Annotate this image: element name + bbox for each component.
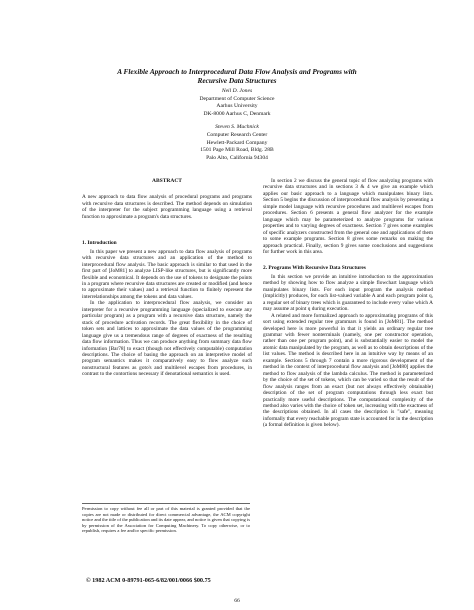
- permission-rule: [82, 503, 250, 504]
- title-line-2: Recursive Data Structures: [197, 75, 277, 85]
- author-2-city: Palo Alto, California 94304: [206, 154, 268, 161]
- author-2-address: 1501 Page Mill Road, Bldg. 28B: [200, 147, 274, 154]
- author-1-dept: Department of Computer Science: [199, 95, 275, 102]
- copyright-line: © 1982 ACM 0-89791-065-6/82/001/0066 $00.75: [86, 577, 211, 584]
- intro-paragraph-1: In this paper we present a new approach to data flow analysis of programs with recursive data structures and an application of the method to interprocedural flow analysis. The basic approach is similar to that used in the first part of [JoM81] to analyze LISP-like structures, but is significantly more flexible and economical. It depends on the use of tokens to designate the points in a program where recursive data structures are created or modified (and hence to approximate their values) and a retrieval function to finitely represent the interrelationships among the tokens and data values.: [82, 248, 252, 300]
- paper-title: [60, 68, 414, 85]
- section-2-paragraph-1: In this section we provide an intuitive introduction to the approximation method by showing how to flow analyze a simple flowchart language which manipulates binary lists. For each input program the analysis method (implicitly) produces, for each list-valued variable A and each program point q, a regular set of binary trees which is guaranteed to include every value which A may assume at point q during execution.: [263, 273, 433, 313]
- author-2-dept: Computer Research Center: [206, 131, 268, 138]
- intro-heading: 1. Introduction: [82, 240, 117, 247]
- author-block: [130, 88, 344, 162]
- right-column: [263, 178, 433, 429]
- author-1-name: Neil D. Jones: [221, 88, 253, 94]
- author-1-org: Aarhus University: [216, 103, 258, 110]
- left-column: [82, 178, 252, 378]
- title-line-1: A Flexible Approach to Interprocedural Data Flow Analysis and Programs with: [117, 67, 357, 76]
- abstract-heading: ABSTRACT: [152, 178, 182, 184]
- section-2-paragraph-2: A related and more formalized approach to approximating programs of this sort using extended regular tree grammars is found in [JoM81]. The method developed here is more powerful in that it yields an ordinary regular tree grammar with fewer nonterminals (namely, one per constructor operation, rather than one per program point), and is substantially easier to model the atomic data manipulated by the program, as well as to obtain descriptions of the list values. The method is described here in an intuitive way by means of an example. Sections 5 through 7 contain a more rigorous development of the method in the context of interprocedural flow analysis and [JoM80] applies the method to flow analysis of the lambda calculus. The method is parameterized by the choice of the set of tokens, which can be varied so that the result of the flow analysis ranges from an exact (but not always effectively obtainable) description of the set of program computations through less exact but practically more useful descriptions. The computational complexity of the method also varies with the choice of token set, increasing with the exactness of the descriptions obtained. In all cases the description is "safe", meaning informally that every reachable program state is accounted for in the description (a formal definition is given below).: [263, 312, 433, 429]
- sections-overview: In section 2 we discuss the general topic of flow analyzing programs with recursive data structures and in sections 3 & 4 we give an example which applies our basic approach to a language which manipulates binary lists. Section 5 begins the discussion of interprocedural flow analysis by presenting a simple model language with recursive procedures and multilevel escapes from procedures. Section 6 presents a general flow analyzer for the example language which may be parameterized to analyze programs for various properties and to varying degrees of exactness. Section 7 gives some examples of specific analyzers constructed from the general one and applications of them to some example programs. Section 8 gives some remarks on making the approach practical. Finally, section 9 gives some conclusions and suggestions for further work in this area.: [263, 178, 433, 255]
- author-2-name: Steven S. Muchnick: [215, 124, 259, 131]
- abstract-text: A new approach to data flow analysis of procedural programs and programs with recursive data structures is described. The method depends on simulation of the interpreter for the subject programming language using a retrieval function to approximate a program's data structures.: [82, 194, 252, 220]
- author-1-address: DK-8000 Aarhus C, Denmark: [203, 110, 271, 117]
- intro-paragraph-2: In the application to interprocedural flow analysis, we consider an interpreter for a recursive programming language (specialized to execute any particular program) as a program with a recursive data structure, namely the stack of procedure activation records. The great flexibility in the choice of token sets and lattices to approximate the data values of the programming language give us a tremendous range of degrees of exactness of the resulting data flow information. Thus we can produce anything from summary data flow information [Bar78] to exact (though not effectively computable) computation descriptions. The choice of basing the approach on an interpretive model of program semantics makes it comparatively easy to flow analyze such nonstructural features as goto's and multilevel escapes from procedures, in contrast to the contortions necessary if denotational semantics is used.: [82, 300, 252, 378]
- section-2-heading: 2. Programs With Recursive Data Structures: [263, 265, 366, 272]
- author-2-org: Hewlett-Packard Company: [206, 139, 268, 146]
- page-number: 66: [234, 598, 240, 604]
- permission-notice: Permission to copy without fee all or part of this material is granted provided that the copies are not made or distributed for direct commercial advantage, the ACM copyright notice and the title of the publication and its date appear, and notice is given that copying is by permission of the Association for Computing Machinery. To copy otherwise, or to republish, requires a fee and/or specific permission.: [82, 506, 250, 534]
